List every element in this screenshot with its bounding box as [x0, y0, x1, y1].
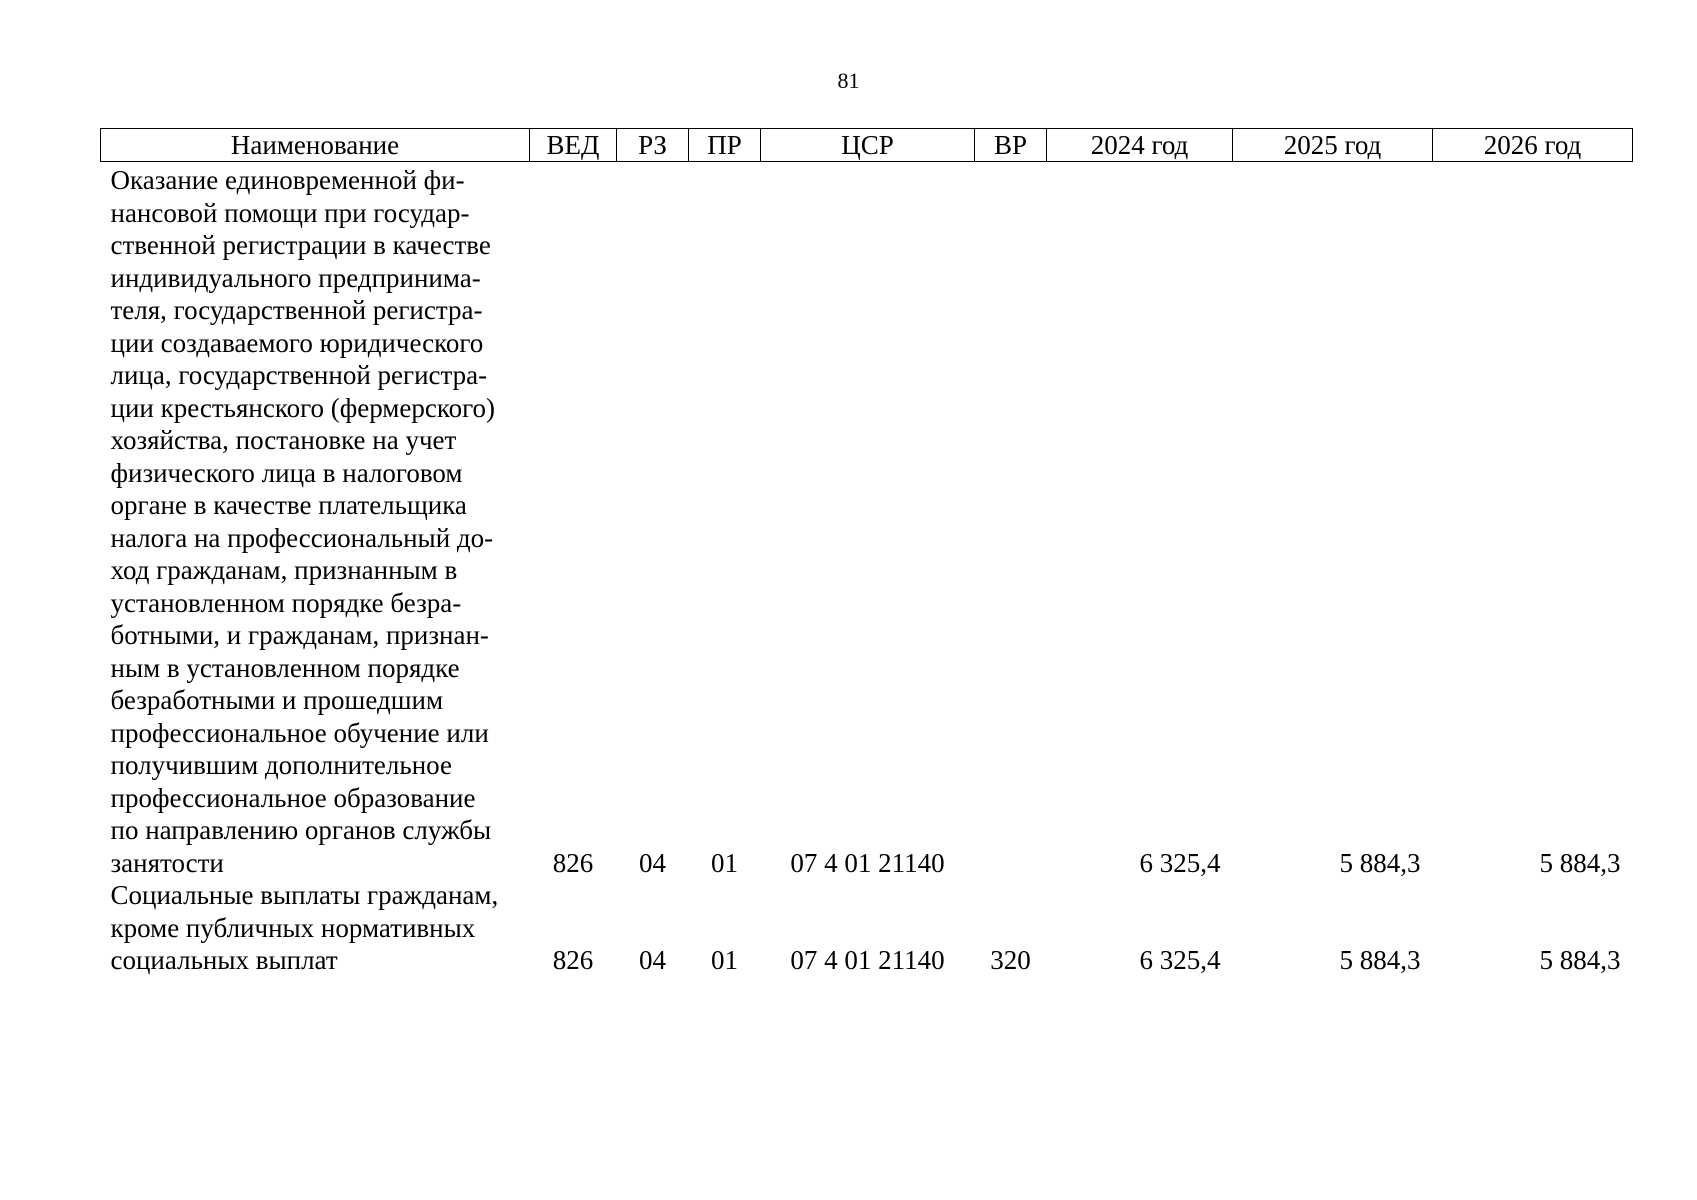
table-body — [101, 162, 1633, 977]
page-number: 81 — [837, 68, 860, 93]
budget-table — [100, 128, 1633, 977]
row-pr: 01 — [711, 945, 738, 975]
row-name: Социальные выплаты гражданам, кроме публичных нормативных социальных выплат — [110, 880, 499, 975]
header-rz: РЗ — [617, 129, 689, 162]
header-pr: ПР — [689, 129, 761, 162]
header-ved: ВЕД — [530, 129, 617, 162]
table-header — [101, 129, 1633, 162]
row-pr: 01 — [711, 847, 738, 878]
row-name: Оказание единовременной фи- нансовой помощи при государ- ственной регистрации в качестве индивидуального предпринима- теля, государственной регистра- ции создаваемого юридического лица, государственной регистра- ции крестьянского (фермерского) хозяйства, постановке на учет физического лица в налоговом органе в качестве плательщика налога на профессиональный до- ход гражданам, признанным в установленном порядке безра- ботными, и гражданам, признан- ным в установленном порядке безработными и прошедшим профессиональное обучение или получившим дополнительное профессиональное образование по направлению органов службы занятости — [110, 165, 495, 878]
row-2025: 5 884,3 — [1339, 847, 1421, 878]
header-2026: 2026 год — [1433, 129, 1633, 162]
row-2026: 5 884,3 — [1539, 945, 1621, 975]
header-name: Наименование — [101, 129, 530, 162]
row-ved: 826 — [552, 847, 594, 878]
header-csr: ЦСР — [761, 129, 975, 162]
row-ved: 826 — [552, 945, 594, 975]
header-2024: 2024 год — [1047, 129, 1233, 162]
row-2025: 5 884,3 — [1339, 945, 1421, 975]
row-2024: 6 325,4 — [1139, 945, 1221, 975]
row-csr: 07 4 01 21140 — [790, 945, 945, 975]
row-csr: 07 4 01 21140 — [790, 847, 945, 878]
header-2025: 2025 год — [1233, 129, 1433, 162]
row-rz: 04 — [639, 847, 666, 878]
row-2026: 5 884,3 — [1539, 847, 1621, 878]
row-rz: 04 — [639, 945, 666, 975]
header-vr: ВР — [975, 129, 1047, 162]
row-vr: 320 — [990, 945, 1031, 975]
table-row — [101, 879, 1633, 977]
row-2024: 6 325,4 — [1139, 847, 1221, 878]
header-row — [101, 129, 1633, 162]
table-row — [101, 162, 1633, 880]
row-vr — [975, 162, 1047, 880]
